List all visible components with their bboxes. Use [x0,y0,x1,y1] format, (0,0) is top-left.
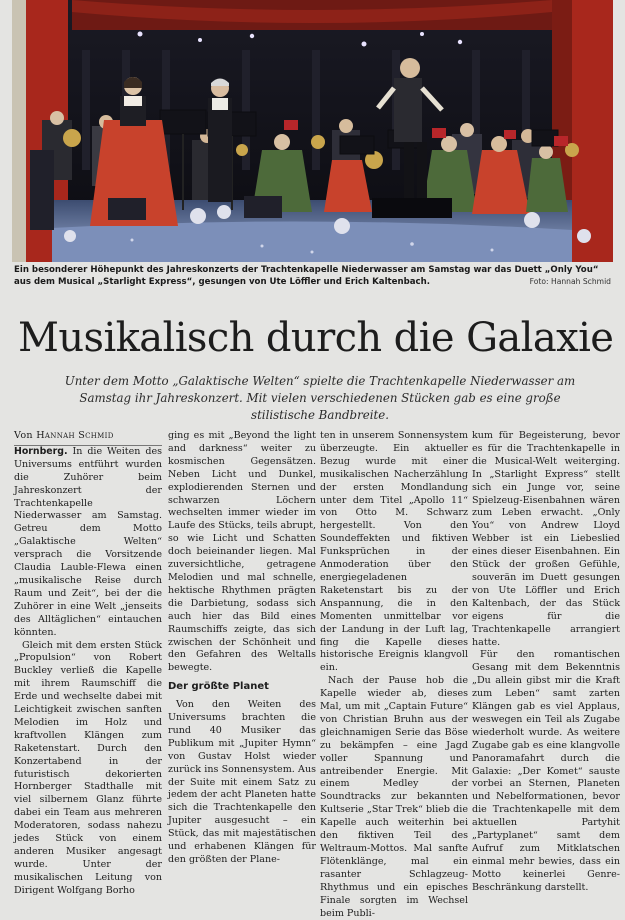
article-column-2 [168,430,316,867]
concert-photo [12,0,613,262]
article-column-1 [14,430,162,898]
subheading: Der größte Planet [168,681,269,693]
paragraph: Gleich mit dem ersten Stück „Propulsion“ von Robert Buckley verließ die Kapelle mit ihrem Raumschiff die Erde und wechselte dabei mit Leichtigkeit zwischen sanften Melodien im Holz und kraftvollen Klängen zum Raketenstart. Durch den Konzertabend in der futuristisch dekorierten Hornberger Stadthalle mit viel silbernem Glanz führte dabei ein Team aus mehreren Moderatoren, sodass nahezu jedes Stück von einem anderen Musiker angesagt wurde. Unter der musikalischen Leitung von Dirigent Wolfgang Borho [14,639,162,896]
paragraph [14,446,162,640]
photo-caption: Ein besonderer Höhepunkt des Jahreskonzerts der Trachtenkapelle Niederwasser am Samstag war das Duett „Only You“ aus dem Musical „Starlight Express“, gesungen von Ute Löffler und Erich Kaltenbach. [14,265,599,287]
article-column-3 [320,430,468,920]
paragraph: ging es mit „Beyond the light and darkness“ weiter zu kosmischen Gegensätzen. Neben Licht und Dunkel, explodierenden Sternen und schwarzen Löchern wechselten immer wieder im Laufe des Stücks, teils abrupt, so wie Licht und Schatten doch beieinander liegen. Mal zuversichtliche, getragene Melodien und mal schnelle, hektische Rhythmen prägten die Darbietung, sodass sich auch hier das Bild eines Raumschiffs zeigte, das sich zwischen der Schönheit und den Gefahren des Weltalls bewegte. [168,430,316,674]
byline-prefix: Von [14,430,33,441]
paragraph: ten in unserem Sonnensystem überzeugte. Ein aktueller Bezug wurde mit einer musikalischen Nacherzählung der ersten Mondlandung unter dem Titel „Apollo 11“ von Otto M. Schwarz hergestellt. Von den Soundeffekten und fiktiven Funksprüchen in der Anmoderation über den energiegeladenen Raketenstart bis zu der Anspannung, die in den Momenten unmittelbar vor der Landung in der Luft lag, fing die Kapelle dieses historische Ereignis klangvoll ein. [320,430,468,674]
paragraph: Für den romantischen Gesang mit dem Bekenntnis „Du allein gibst mir die Kraft zum Leben“ samt zarten Klängen gab es viel Applaus, weswegen ein Teil als Zugabe wiederholt wurde. As weitere Zugabe gab es eine klangvolle Panoramafahrt durch die Galaxie: „Der Komet“ sauste vorbei an Sternen, Planeten und Nebelformationen, bevor die Trachtenkapelle mit dem aktuellen Partyhit „Partyplanet“ samt dem Aufruf zum Mitklatschen einmal mehr bewies, dass ein Motto keinerlei Genre-Beschränkung darstellt. [472,649,620,893]
photo-credit: Foto: Hannah Schmid [529,276,611,286]
article-deck: Unter dem Motto „Galaktische Welten“ spielte die Trachtenkapelle Niederwasser am Samstag ihr Jahreskonzert. Mit vielen verschiedenen Stücken gab es eine große stilistische Bandbreite. [64,374,576,422]
byline [14,430,162,446]
paragraph: Von den Weiten des Universums brachten die rund 40 Musiker das Publikum mit „Jupiter Hymn“ von Gustav Holst wieder zurück ins Sonnensystem. Aus der Suite mit einem Satz zu jedem der acht Planeten hatte sich die Trachtenkapelle den Jupiter ausgesucht – ein Stück, das mit majestätischen und erhabenen Klängen für den größten der Plane- [168,699,316,865]
article-headline: Musikalisch durch die Galaxie [18,315,614,361]
article-column-4 [472,430,620,895]
concert-photo-illustration [12,0,613,262]
paragraph: kum für Begeisterung, bevor es für die Trachtenkapelle in die Musical-Welt weiterging. In „Starlight Express“ stellt sich ein Junge vor, seine Spielzeug-Eisenbahnen wären zum Leben erwacht. „Only You“ von Andrew Lloyd Webber ist ein Liebeslied eines dieser Eisenbahnen. Ein Stück der großen Gefühle, souverän im Duett gesungen von Ute Löffler und Erich Kaltenbach, der das Stück eigens für die Trachtenkapelle arrangiert hatte. [472,430,620,648]
paragraph-text: In die Weiten des Universums entführt wurden die Zuhörer beim Jahreskonzert der Trachtenkapelle Niederwasser am Samstag. Getreu dem Motto „Galaktische Welten“ versprach die Vorsitzende Claudia Lauble-Flewa einen „musikalische Reise durch Raum und Zeit“, bei der die Zuhörer in eine Welt „jenseits des Alltäglichen“ eintauchen könnten. [14,445,162,638]
paragraph: Nach der Pause hob die Kapelle wieder ab, dieses Mal, um mit „Captain Future“ von Christian Bruhn aus der gleichnamigen Serie das Böse zu bekämpfen – eine Jagd voller Spannung und antreibender Energie. Mit einem Medley der Soundtracks zur bekannten Kultserie „Star Trek“ blieb die Kapelle auch weiterhin bei den fiktiven Teil des Weltraum-Mottos. Mal sanfte Flötenklänge, mal ein rasanter Schlagzeug-Rhythmus und ein episches Finale sorgten im Wechsel beim Publi- [320,675,468,919]
byline-author: Hannah Schmid [36,430,114,441]
dateline: Hornberg. [14,445,68,457]
